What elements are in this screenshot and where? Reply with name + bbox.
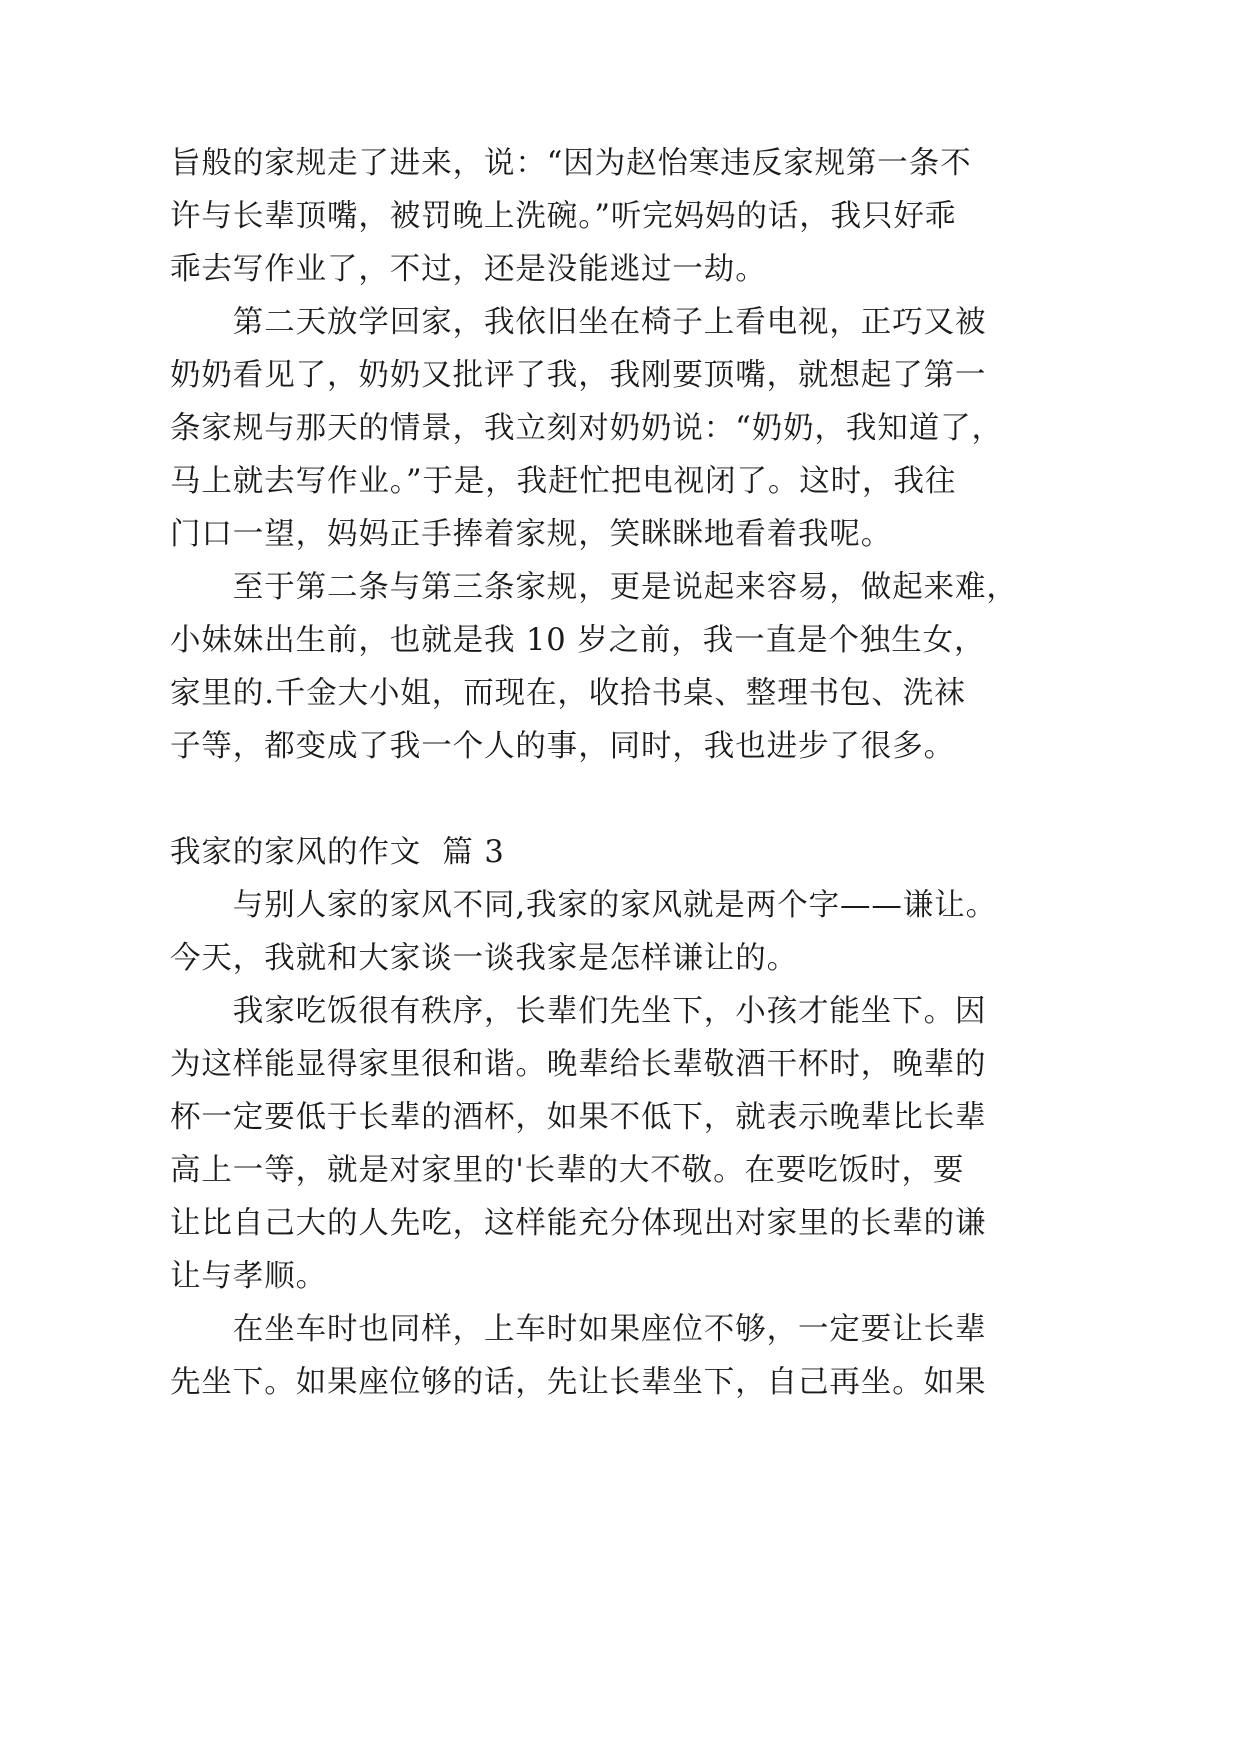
text-line: 杯一定要低于长辈的酒杯，如果不低下，就表示晚辈比长辈: [170, 1100, 987, 1135]
text-line: 为这样能显得家里很和谐。晚辈给长辈敬酒干杯时，晚辈的: [170, 1047, 987, 1082]
text-line: 先坐下。如果座位够的话，先让长辈坐下，自己再坐。如果: [170, 1365, 987, 1400]
text-line: 在坐车时也同样，上车时如果座位不够，一定要让长辈: [170, 1312, 987, 1347]
text-line: 旨般的家规走了进来，说：“因为赵怡寒违反家规第一条不: [170, 146, 972, 181]
text-line: 许与长辈顶嘴，被罚晚上洗碗。”听完妈妈的话，我只好乖: [170, 199, 957, 234]
section-heading: 我家的家风的作文 篇 3: [170, 835, 505, 870]
text-line: 乖去写作业了，不过，还是没能逃过一劫。: [170, 252, 767, 287]
text-line: 子等，都变成了我一个人的事，同时，我也进步了很多。: [170, 729, 955, 764]
text-line: 奶奶看见了，奶奶又批评了我，我刚要顶嘴，就想起了第一: [170, 358, 987, 393]
text-line: 条家规与那天的情景，我立刻对奶奶说：“奶奶，我知道了，: [170, 411, 1003, 446]
text-line: 小妹妹出生前，也就是我 10 岁之前，我一直是个独生女，: [170, 623, 986, 658]
text-line: 马上就去写作业。”于是，我赶忙把电视闭了。这时，我往: [170, 464, 957, 499]
text-line: 我家吃饭很有秩序，长辈们先坐下，小孩才能坐下。因: [170, 994, 987, 1029]
text-line: 高上一等，就是对家里的'长辈的大不敬。在要吃饭时，要: [170, 1153, 965, 1188]
text-line: 今天，我就和大家谈一谈我家是怎样谦让的。: [170, 941, 798, 976]
text-line: 让与孝顺。: [170, 1259, 327, 1294]
text-line: 门口一望，妈妈正手捧着家规，笑眯眯地看着我呢。: [170, 517, 893, 552]
text-line: 与别人家的家风不同,我家的家风就是两个字——谦让。: [170, 888, 997, 923]
text-line: 第二天放学回家，我依旧坐在椅子上看电视，正巧又被: [170, 305, 987, 340]
text-line: 家里的.千金大小姐，而现在，收拾书桌、整理书包、洗袜: [170, 676, 966, 711]
text-line: 至于第二条与第三条家规，更是说起来容易，做起来难，: [170, 570, 1018, 605]
text-line: 让比自己大的人先吃，这样能充分体现出对家里的长辈的谦: [170, 1206, 987, 1241]
